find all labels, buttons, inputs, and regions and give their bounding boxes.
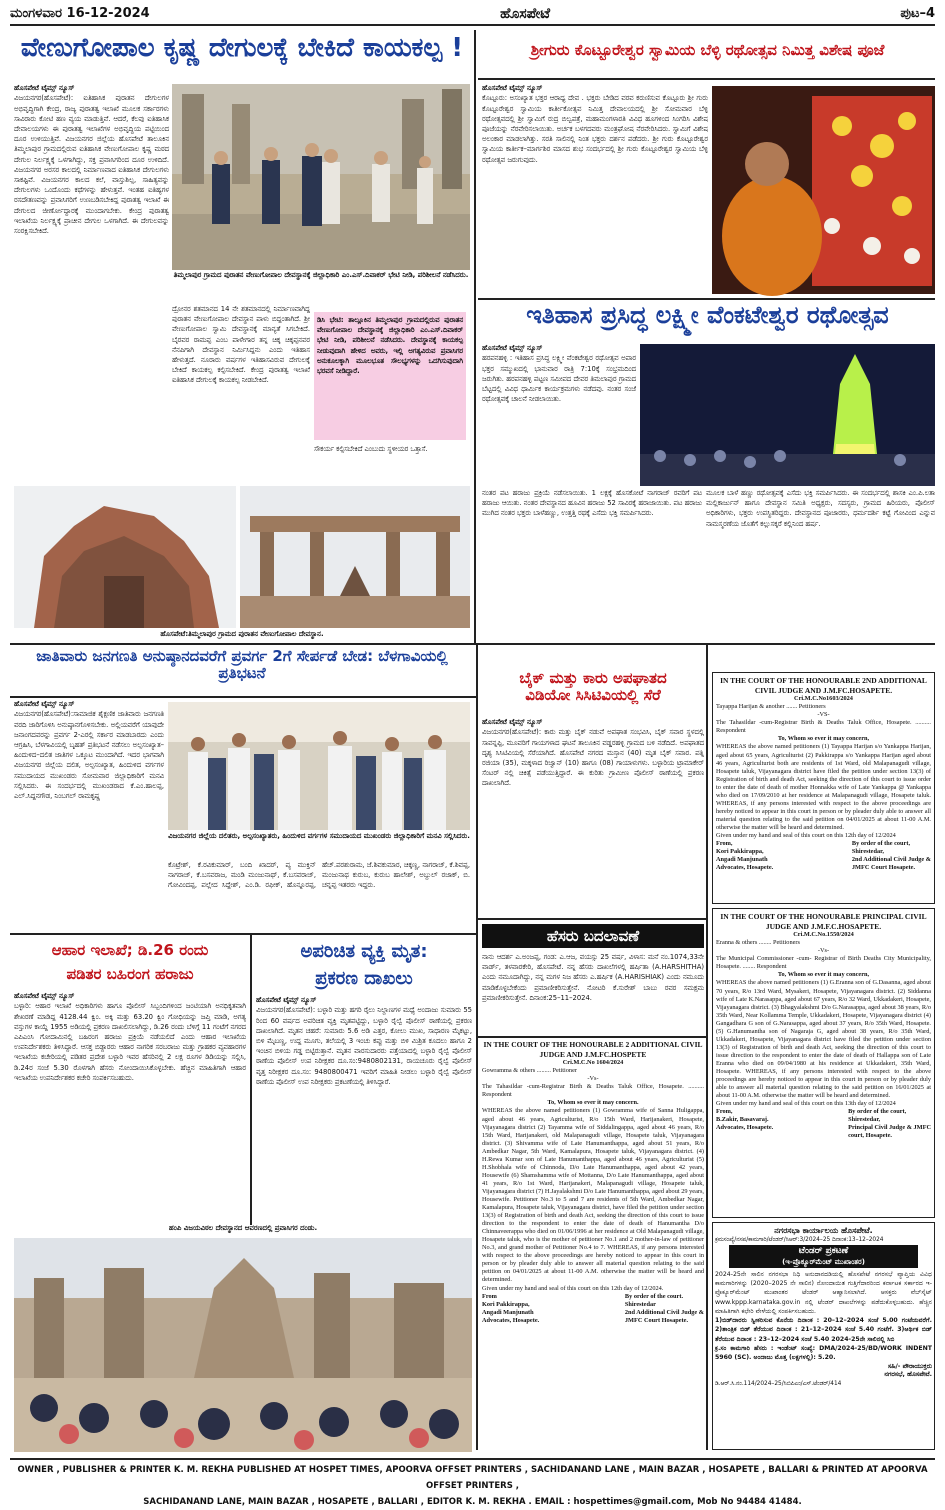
- byline: ಹೊಸಪೇಟೆ ಟೈಮ್ಸ್ ನ್ಯೂಸ್: [482, 84, 543, 92]
- photo-hampi-tourists: [14, 1238, 472, 1452]
- photo-temple-ruin: [14, 486, 236, 628]
- byline: ಹೊಸಪೇಟೆ ಟೈಮ್ಸ್ ನ್ಯೂಸ್: [14, 992, 75, 1000]
- tender-subtitle: (ಇ-ಪ್ರೊಕ್ಯೂರ್‌ಮೆಂಟ್ ಮುಖಾಂತರ): [729, 1258, 918, 1268]
- column-divider: [476, 645, 478, 1450]
- story-rathotsava-col2: [482, 488, 702, 638]
- name-change-text: ನಾನು ಆದರ್ಶ ಎ.ಅಂಜಪ್ಪ, ಗಂಡ: ಎ.ಆಜ, ವಯಸ್ಸು 25 ವರ್ಷ, ವಿಳಾಸ: ಮನೆ ನಂ.1074,33ನೇ ವಾರ್ಡ್, ತಳವಾರಕೇರಿ, ಹೊಸಪೇಟೆ. ನನ್ನ ಹೆಸರು ದಾಖಲೆಗಳಲ್ಲಿ ಹರ್ಷಿತಾ (A.HARSHITHA) ಎಂದು ನಮೂದಾಗಿದ್ದು, ನನ್ನ ಮಗಳ ನಿಜ ಹೆಸರು ಎ.ಹರ್ಷಿಕ (A.HARISHIAK) ಎಂದು ನಮೂದು ಮಾಡಿಕೊಳ್ಳಬೇಕೆಂದು ಪ್ರಮಾಣೀಕರಿಸುತ್ತೇನೆ. ನೋಟರಿ ಕೆ.ಸುರೇಶ್ ಬಾಬು ರವರ ಸಮಕ್ಷಮ ಪ್ರಮಾಣೀಕರಿಸುತ್ತೇನೆ. ದಿನಾಂಕ:25–11–2024.: [482, 953, 704, 1002]
- photo-chariot-night: [640, 344, 935, 486]
- given-line: Given under my hand and seal of this court on this 13th day of 12/2024: [716, 1100, 896, 1108]
- notice-body: WHEREAS the above named petitioners (1) G.Eranna son of G.Dasanna, aged about 70 years, R/o 13rd Ward, Mysakeri, Hosapete, Vijayanagara district. (2) Siddanna wife of Late K.Narasappa, aged about 67 years, R/o 32 Ward, Ukkadakeri, Hosapete, Vijayanagara district. (3) Bhagyalakshmi D/o G.Narasappa, aged about 38 years, R/o 35th Ward, Near Kollamma Temple, Ukkadakeri, Hosapete, Vijayanagara district (4) Gangadhara G son of G.Narasappa, aged about 37 years, R/o 35th Ward, Hosapete. (5) G.Hanumantha son of Nagaraja G, aged about 38 years, R/o 35th Ward, Ukkadakeri, Hosapete, Vijayanagara district have filed the petition under section 13(3) of Registration of birth and death Act, seeking the direction of this court to issue direction to the respondent to enter the date of death of Hallappa son of Late Eranna who died on 09/04/1980 at his residence at Ukkadakeri, 35th Ward, Hosapete. WHEREAS, if any persons interested with respect to the above proceedings are hereby noticed to appear in this court in person or by pleader duly able to answer all material question relating to the said petition on 16/01/2025 at about 11-00 A.M. otherwise the matter will be heard and determined.: [716, 979, 931, 1100]
- headline-line: ಬೈಕ್ ಮತ್ತು ಕಾರು ಅಪಘಾತದ: [519, 669, 667, 687]
- tender-work: ಕ್ರ.ಸಂ ಕಾಮಗಾರಿ ಹೆಸರು : ಇಂಡೆಂಟ್ ಸಂಖ್ಯೆ: DMA/2024-25/BD/WORK INDENT 5960 (SC). ಅಂದಾಜು ಮೊತ್ತ (ಲಕ್ಷಗಳಲ್ಲಿ): 5.20.: [715, 1345, 932, 1362]
- story-text: ನಂತರ ಪಟ ಹರಾಜು ಪ್ರಕ್ರಿಯೆ ನಡೆಸಲಾಯಿತು. 1 ಲಕ್ಷಕ್ಕೆ ಹೊಸಕೋಟೆ ನಾಗರಾಜ್ ರವರಿಗೆ ಪಟ ಹರಾಜು ಆಯಿತು. ನಂತರ ದೇವಸ್ಥಾನದ ಹೂವಿನ ಹರಾಜು 52 ಸಾವಿರಕ್ಕೆ ಹರಾಜಾಯಿತು. ಪಟ ಹರಾಜು ಮುಗಿದ ನಂತರ ಭಕ್ತರು ಬಾಳೆಹಣ್ಣು, ಉತ್ತತ್ತಿ ರಥಕ್ಕೆ ಎಸೆದು ಭಕ್ತಿ ಸಮರ್ಪಿಸಿದರು.: [482, 489, 702, 518]
- story-rathotsava-col3: [706, 488, 935, 638]
- given-line: Given under my hand and seal of this court on this 12th day of 12/2024: [716, 831, 896, 839]
- photo-swamiji-puja: [712, 86, 935, 294]
- case-number: Cri.M.C.No 1604/2024: [562, 1059, 624, 1067]
- story-venugopala-col2: [172, 304, 310, 482]
- divider: [478, 918, 708, 920]
- name-change-title: ಹೆಸರು ಬದಲಾವಣೆ: [482, 924, 704, 948]
- petitioner: Eranna & others ........ Petitioners: [716, 939, 800, 947]
- story-text: ಸೌಕರ್ಯ ಕಲ್ಪಿಸಬೇಕಿದೆ ಎಂಬುದು ಸ್ಥಳೀಯರ ಒತ್ತಾಸೆ.: [314, 445, 428, 453]
- photo-caption-dc-visit: ತಿಮ್ಮಲಾಪುರ ಗ್ರಾಮದ ಪುರಾತನ ವೇಣುಗೋಪಾಲ ದೇವಸ್ಥಾನಕ್ಕೆ ಜಿಲ್ಲಾಧಿಕಾರಿ ಎಂ.ಎಸ್.ದಿವಾಕರ್ ಭೇಟಿ ನೀಡಿ, ಪರಿಶೀಲನೆ ನಡೆಸಿದರು.: [173, 271, 469, 279]
- headline-kotturu: ಶ್ರೀಗುರು ಕೊಟ್ಟೂರೇಶ್ವರ ಸ್ವಾಮಿಯ ಬೆಳ್ಳಿ ರಥೋತ್ಸವ ನಿಮಿತ್ತ ವಿಶೇಷ ಪೂಜೆ: [530, 41, 885, 59]
- story-venugopala-col1: [14, 84, 169, 484]
- tender-schedule: 1)ಬಿಡ್‌ದಾರರು ಸ್ವೀಕರಿಸುವ ಕೊನೆಯ ದಿನಾಂಕ : 20–12–2024 ಸಂಜೆ 5.00 ಗಂಟೆಯವರೆಗೆ. 2)ತಾಂತ್ರಿಕ ಬಿಡ್ ತೆರೆಯುವ ದಿನಾಂಕ : 21–12–2024 ಸಂಜೆ 5.40 ಗಂಟೆಗೆ. 3)ಆರ್ಥಿಕ ಬಿಡ್ ತೆರೆಯುವ ದಿನಾಂಕ : 23–12–2024 ಸಂಜೆ 5.40 2024-25ನೇ ಸಾಲಿನಲ್ಲಿ ಸಿಬಿ: [715, 1317, 932, 1343]
- photo-temple-mantapa: [240, 486, 470, 628]
- by-order: By order of the court, Shirestedar, 2nd Additional Civil Judge & JMFC Court Hosapete.: [851, 840, 931, 872]
- byline: ಹೊಸಪೇಟೆ ಟೈಮ್ಸ್ ನ್ಯೂಸ್: [256, 996, 317, 1004]
- court-name: IN THE COURT OF THE HONOURABLE PRINCIPAL CIVIL JUDGE AND J.M.F.C.HOSAPETE.: [720, 912, 927, 931]
- photo-caption-hampi: ಹಂಪಿ ವಿಜಯವಿಠಲ ದೇವಸ್ಥಾನದ ಆವರಣದಲ್ಲಿ ಪ್ರವಾಸಿಗರ ದಂಡು.: [168, 1224, 318, 1232]
- dc-visit-box: [314, 312, 466, 440]
- paper-name: ಹೊಸಪೇಟೆ: [500, 5, 551, 22]
- masthead: [10, 4, 935, 26]
- tender-notice: [712, 1222, 935, 1450]
- divider: [10, 696, 476, 698]
- versus: -Vs-: [587, 1075, 599, 1083]
- story-text: ವಿಜಯನಗರ(ಹೊಸಪೇಟೆ): ಕಾರು ಮತ್ತು ಬೈಕ್ ನಡುವೆ ಅಪಘಾತ ಸಂಭವಿಸಿ, ಬೈಕ್ ಸವಾರ ಸ್ಥಳದಲ್ಲಿ ಸಾವನ್ನಪ್ಪಿ, ಮೂವರಿಗೆ ಗಾಯಗಳಾದ ಘಟನೆ ತಾಲೂಕಿನ ವಡ್ಡರಹಳ್ಳಿ ಗ್ರಾಮದ ಬಳಿ ನಡೆದಿದೆ. ಅಪಘಾತದ ದೃಶ್ಯ ಸಿಸಿಟಿವಿಯಲ್ಲಿ ಸೆರೆಯಾಗಿದೆ. ಹೊಸಪೇಟೆ ನಗರದ ಮಸ್ತಾನ (40) ಮೃತ ಬೈಕ್ ಸವಾರ. ಪತ್ನಿ ರಜಿಯಾ (35), ಮಕ್ಕಳಾದ ರಿಜ್ವಾನ್ (10) ಹಾಗೂ (08) ಗಾಯಾಳುಗಳು. ಬಳ್ಳಾರಿಯ ಟ್ರಾಮಾಕೇರ್ ಸೆಂಟರ್ ನಲ್ಲಿ ಚಿಕಿತ್ಸೆ ಪಡೆಯುತ್ತಿದ್ದಾರೆ. ಈ ಕುರಿತು ಗ್ರಾಮೀಣ ಪೊಲೀಸ್ ಠಾಣೆಯಲ್ಲಿ ಪ್ರಕರಣ ದಾಖಲಾಗಿದೆ.: [482, 728, 704, 788]
- divider: [10, 933, 476, 935]
- headline-caste-census: ಜಾತಿವಾರು ಜನಗಣತಿ ಅನುಷ್ಠಾನದವರೆಗೆ ಪ್ರವರ್ಗ 2ಗೆ ಸೇರ್ಪಡೆ ಬೇಡ: ಬೆಳಗಾವಿಯಲ್ಲಿ ಪ್ರತಿಭಟನೆ: [36, 647, 448, 683]
- story-venugopala-col3: [314, 444, 466, 480]
- petitioner: Gowramma & others ......... Petitioner: [482, 1067, 577, 1075]
- advocate-from: From, Kori Pakkirappa, Angadi Manjunath Advocates, Hosapete.: [716, 840, 774, 872]
- byline: ಹೊಸಪೇಟೆ ಟೈಮ್ಸ್ ನ್ಯೂಸ್: [14, 84, 75, 92]
- by-order: By order of the court, Shirestedar, Principal Civil Judge & JMFC court, Hosapete.: [848, 1108, 931, 1140]
- story-unknown-death: [256, 996, 472, 1222]
- photo-dc-visit-temple: [172, 84, 470, 270]
- tender-sign: ಸಹಿ/- ಪೌರಾಯುಕ್ತರು ನಗರಸಭೆ, ಹೊಸಪೇಟೆ.: [884, 1362, 932, 1379]
- notice-body: WHEREAS the above named petitioners (1) Tayappa Harijan s/o Yankappa Harijan, aged about 65 years, Agriculturist (2) Pakkirappa s/o Yankappa Harijan aged about 46 years, Agriculturist both are residents of 1st Ward, old Malapanagudi village, Hosapete taluk, Vijayanagara district have filed the petition under section 13(3) of Registration of birth and death Act, seeking the direction of this court to issue order to enter the date of death of mother Honnakka wife of Late Yankappa @ Yankappa who died on 17/09/2010 at her residence at Malapanagudi village, Hosapete taluk. WHEREAS, if any persons interested with respect to the above proceedings are hereby noticed to appear in this court in person or by pleader duly able to answer all material question relating to the said petition on 04/01/2025 at about 11-00 A.M. otherwise the matter will be heard and determined.: [716, 743, 931, 831]
- byline: ಹೊಸಪೇಟೆ ಟೈಮ್ಸ್ ನ್ಯೂಸ್: [14, 700, 75, 708]
- column-divider: [250, 935, 252, 1225]
- tender-body: 2024-25ನೇ ಸಾಲಿನ ನಗರಸಭಾ ನಿಧಿ ಅನುದಾನದಡಿಯಲ್ಲಿ ಹೊಸಪೇಟೆ ನಗರಸಭೆ ವ್ಯಾಪ್ತಿಯ ವಿವಿಧ ಕಾಮಗಾರಿಗಳನ್ನು (2020–2025 ನೇ ಸಾಲಿನ) ನೋಂದಾಯಿತ ಗುತ್ತಿಗೆದಾರರಿಂದ ಕರ್ನಾಟಕ ಸರ್ಕಾರದ ಇ-ಪ್ರೊಕ್ಯೂರ್‌ಮೆಂಟ್ ಮುಖಾಂತರ ಟೆಂಡರ್ ಆಹ್ವಾನಿಸಲಾಗಿದೆ. ಆಸಕ್ತರು ವೆಬ್‌ಸೈಟ್ www.kppp.karnataka.gov.in ನಲ್ಲಿ ಟೆಂಡರ್ ದಾಖಲೆಗಳನ್ನು ಪಡೆದುಕೊಳ್ಳಬಹುದು. ಹೆಚ್ಚಿನ ಮಾಹಿತಿಗಾಗಿ ಕಛೇರಿ ವೇಳೆಯಲ್ಲಿ ಸಂಪರ್ಕಿಸಬಹುದು.: [715, 1270, 932, 1315]
- story-text: ವಿಜಯನಗರ(ಹೊಸಪೇಟೆ):ಸಾಮಾಜಿಕ ಶೈಕ್ಷಣಿಕ ಜಾತಿವಾರು ಜನಗಣತಿ ವರದಿ ಜಾರಿಗೊಳಿಸಿ ಅನುಷ್ಠಾನಗೊಳಿಸಬೇಕು. ಅಲ್ಲಿಯವರೆಗೆ ಯಾವುದೇ ಜನಾಂಗದವರನ್ನು ಪ್ರವರ್ಗ 2-ಎರಲ್ಲಿ ಸರ್ಕಾರ ಮಾಡಬಾರದು ಎಂದು ಆಗ್ರಹಿಸಿ, ಬೆಳಗಾವಿಯಲ್ಲಿ ಬೃಹತ್ ಪ್ರತಿಭಟನೆ ನಡೆಸಲು ಅಲ್ಪಸಂಖ್ಯಾತ–ಹಿಂದುಳಿದ–ದಲಿತ ಜಾತಿಗಳ ಒಕ್ಕೂಟ ಮುಂದಾಗಿದೆ. ಇದರ ಭಾಗವಾಗಿ ವಿಜಯನಗರ ಜಿಲ್ಲೆಯ ದಲಿತ, ಅಲ್ಪಸಂಖ್ಯಾತ, ಹಿಂದುಳಿದ ವರ್ಗಗಳ ಸಮುದಾಯದ ಮುಖಂಡರು ಸೋಮವಾರ ಜಿಲ್ಲಾಧಿಕಾರಿಗೆ ಮನವಿ ಸಲ್ಲಿಸಿದರು. ಈ ಸಂದರ್ಭದಲ್ಲಿ ಮುಖಂಡರಾದ ಕೆ.ಎಂ.ಹಾಲಪ್ಪ, ಎಲ್.ಸಿದ್ದನಗೌಡ, ನಿಂಬಗಲ್ ರಾಮಕೃಷ್ಣ: [14, 710, 164, 800]
- notice-line: To, Whom so ever it may concern,: [777, 735, 870, 743]
- headline-line: ಅಪರಿಚಿತ ವ್ಯಕ್ತಿ ಮೃತ:: [300, 941, 428, 962]
- headline-unknown-death: [256, 938, 472, 994]
- tender-ref2: ಡಿ.ಆರ್.ಸಿ.ನಂ.114/2024–25/ಸಿಬಿಪಿಎಂ/ಎಸ್.ಟೆಂಡರ್/414: [715, 1381, 842, 1388]
- headline-accident: [482, 670, 704, 714]
- headline-line: ಪ್ರಕರಣ ದಾಖಲು: [315, 968, 413, 989]
- headline-rathotsava: ಇತಿಹಾಸ ಪ್ರಸಿದ್ಧ ಲಕ್ಷ್ಮೀ ವೆಂಕಟೇಶ್ವರ ರಥೋತ್ಸವ: [526, 301, 889, 329]
- story-text: ಬಳ್ಳಾರಿ: ಆಹಾರ ಇಲಾಖೆ ಅಧಿಕಾರಿಗಳು ಹಾಗೂ ಪೊಲೀಸ್ ಸಿಬ್ಬಂದಿಗಳಿಂದ ಜಂಟಿಯಾಗಿ ಅನಧಿಕೃತವಾಗಿ ಶೇಖರಣೆ ಮಾಡಿದ್ದ 4128.44 ಕ್ವಿಂ. ಅಕ್ಕಿ ಮತ್ತು 63.20 ಕ್ವಿಂ ಗೋಧಿಯನ್ನು ಜಪ್ತಿ ಮಾಡಿ, ಅಗತ್ಯ ವಸ್ತುಗಳ ಕಾಯ್ದೆ 1955 ಅಡಿಯಲ್ಲಿ ಪ್ರಕರಣ ದಾಖಲಿಸಲಾಗಿದ್ದು, ಡಿ.26 ರಂದು ಬೆಳಿಗ್ಗೆ 11 ಗಂಟೆಗೆ ನಗರದ ಎಪಿಎಂಸಿ ಗೋದಾಮಿನಲ್ಲಿ ಬಹಿರಂಗ ಹರಾಜು ಪ್ರಕ್ರಿಯೆ ನಡೆಯಲಿದೆ ಎಂದು ಆಹಾರ ಇಲಾಖೆಯ ಉಪನಿರ್ದೇಶಕರು ತಿಳಿಸಿದ್ದಾರೆ. ಆಸಕ್ತ ಬಿಡ್ದಾರರು ಆಹಾರ ನಾಗರಿಕ ಸರಬರಾಜು ಮತ್ತು ಗ್ರಾಹಕರ ವ್ಯವಹಾರಗಳ ಇಲಾಖೆಯ ಕಚೇರಿಯಲ್ಲಿ ಪಡಿತರ ಪ್ರದೇಶ ಬಳ್ಳಾರಿ ಇವರ ಹೆಸರಿನಲ್ಲಿ 2 ಲಕ್ಷ ರೂಗಳ ಡಿಡಿಯನ್ನು ಸಲ್ಲಿಸಿ, ಡಿ.24ರ ಸಂಜೆ 5.30 ರೊಳಗಾಗಿ ಹೆಸರು ನೋಂದಾಯಿಸಿಕೊಳ್ಳಬೇಕು. ಹೆಚ್ಚಿನ ಮಾಹಿತಿಗಾಗಿ ಆಹಾರ ಇಲಾಖೆಯ ಉಪನಿರ್ದೇಶಕರ ಕಚೇರಿ ಸಂಪರ್ಕಿಸಬಹುದು.: [14, 1002, 246, 1082]
- divider: [478, 298, 935, 300]
- headline-line: ವಿಡಿಯೋ ಸಿಸಿಟಿವಿಯಲ್ಲಿ ಸೆರೆ: [525, 686, 661, 705]
- story-text: ದ್ರೋನರ ಶತಮಾನದ 14 ನೇ ಶತಮಾನದಲ್ಲಿ ನಿರ್ಮಾಣವಾಗಿದ್ದ ಪುರಾತನ ವೇಣುಗೋಪಾಲ ದೇವಸ್ಥಾನ ಪಾಳು ಬಿದ್ದಂತಾಗಿದೆ. ಶ್ರೀ ವೇಣುಗೋಪಾಲ ಸ್ವಾಮಿ ದೇವಸ್ಥಾನಕ್ಕೆ ಮಾನ್ಯತೆ ಸಿಗಬೇಕಿದೆ. ಬೈರವರ ರಾಮಪ್ಪ ಎಂಬ ಪಾಳೇಗಾರ ತನ್ನ ಚಿಕ್ಕ ಚಿಕ್ಕಪ್ಪನವರ ನೆನಪಿಗಾಗಿ ದೇವಸ್ಥಾನ ನಿರ್ಮಿಸಿದ್ದನು ಎಂದು ಇತಿಹಾಸ ಹೇಳುತ್ತದೆ. ನೂರಾರು ವರ್ಷಗಳ ಇತಿಹಾಸವಿರುವ ದೇಗುಲಕ್ಕೆ ಬೇಕಿದೆ ಕಾಯಕಲ್ಪ ಕಲ್ಪಿಸಬೇಕಿದೆ. ಕೇಂದ್ರ ಪುರಾತತ್ವ ಇಲಾಖೆ ಐತಿಹಾಸಿಕ ದೇಗುಲಕ್ಕೆ ಕಾಯಕಲ್ಪ ನೀಡಬೇಕಿದೆ.: [172, 305, 310, 385]
- story-text: ಹರಪನಹಳ್ಳಿ : ಇತಿಹಾಸ ಪ್ರಸಿದ್ಧ ಲಕ್ಷ್ಮೀ ವೆಂಕಟೇಶ್ವರ ರಥೋತ್ಸವ ಅಪಾರ ಭಕ್ತರ ಸಮ್ಮುಖದಲ್ಲಿ ಭಾನುವಾರ ರಾತ್ರಿ 7:10ಕ್ಕೆ ಸಂಭ್ರಮದಿಂದ ಜರುಗಿತು. ಹರಪನಹಳ್ಳಿ ಪಟ್ಟಣ ಸಮೀಪದ ದೇವರ ತಿಮಲಾಪುರ ಗ್ರಾಮದ ಬೆಟ್ಟದಲ್ಲಿ ವಿವಿಧ ಧಾರ್ಮಿಕ ಕಾರ್ಯಕ್ರಮಗಳು ನಡೆದವು. ನಂತರ ಸಂಜೆ ರಥೋತ್ಸವಕ್ಕೆ ಚಾಲನೆ ನೀಡಲಾಯಿತು.: [482, 354, 636, 404]
- photo-caption-memorandum: ವಿಜಯನಗರ ಜಿಲ್ಲೆಯ ದಲಿತರು, ಅಲ್ಪಸಂಖ್ಯಾತರು, ಹಿಂದುಳಿದ ವರ್ಗಗಳ ಸಮುದಾಯದ ಮುಖಂಡರು ಜಿಲ್ಲಾಧಿಕಾರಿಗೆ ಮನವಿ ಸಲ್ಲಿಸಿದರು.: [168, 832, 470, 840]
- notice-line: To, Whom so ever it may concern,: [777, 971, 870, 979]
- headline-venugopala: ವೇಣುಗೋಪಾಲ ಕೃಷ್ಣ ದೇಗುಲಕ್ಕೆ ಬೇಕಿದೆ ಕಾಯಕಲ್ಪ !: [20, 33, 464, 63]
- story-text: ಕೊಟ್ಟೂರು: ಅಸಂಖ್ಯಾತ ಭಕ್ತರ ಆರಾಧ್ಯ ದೇವ . ಭಕ್ತರು ಬೇಡಿದ ವರವ ಕರುಣಿಸುವ ಕೊಟ್ಟೂರು ಶ್ರೀ ಗುರು ಕೊಟ್ಟೂರೇಶ್ವರ ಸ್ವಾಮಿಯ ಕಾರ್ತೀಕೋತ್ಸವ ನಿಮಿತ್ತ ದೇವಾಲಯದಲ್ಲಿ ಶ್ರೀ ಸೋಮವಾರ ಬೆಳ್ಳಿ ರಥೋತ್ಸವದಲ್ಲಿ ಶ್ರೀ ಸ್ವಾಮಿಗೆ ರುದ್ರ ಬಿಲ್ವಪತ್ರೆ, ಮಹಾಮಂಗಳಾರತಿ ವಿವಿಧ ಹೂಗಳಿಂದ ಸಿಂಗರಿಸಿ ವಿಶೇಷ ಪೂಜೆಯನ್ನು ನೆರವೇರಿಸಲಾಯಿತು. ಅರ್ಚಕ ಬಳಗದವರು ಮಂತ್ರಘೋಷ ನೆರವೇರಿಸಿದರು. ಸ್ವಾಮಿಗೆ ವಿಶೇಷ ಅಲಂಕಾರ ಮಾಡಲಾಗಿತ್ತು. ಸರತಿ ಸಾಲಿನಲ್ಲಿ ನಿಂತ ಭಕ್ತರು ದರ್ಶನ ಪಡೆದರು. ಶ್ರೀ ಗುರು ಕೊಟ್ಟೂರೇಶ್ವರ ಸ್ವಾಮಿಯ ಕಾರ್ತೀಕ–ಮಾರ್ಗಶಿರ ಮಾಸದ ಶುಭ ಸಂದರ್ಭದಲ್ಲಿ ಶ್ರೀ ಗುರು ಕೊಟ್ಟೂರೇಶ್ವರ ಸ್ವಾಮಿಯ ಬೆಳ್ಳಿ ರಥೋತ್ಸವ ಜರುಗುವುದು.: [482, 94, 708, 164]
- dc-visit-text: ಡಿಸಿ ಭೇಟಿ: ತಾಲ್ಲೂಕಿನ ತಿಮ್ಮಲಾಪುರ ಗ್ರಾಮದಲ್ಲಿರುವ ಪುರಾತನ ವೇಣುಗೋಪಾಲ ದೇವಸ್ಥಾನಕ್ಕೆ ಜಿಲ್ಲಾಧಿಕಾರಿ ಎಂ.ಎಸ್.ದಿವಾಕರ್ ಭೇಟಿ ನೀಡಿ, ಪರಿಶೀಲನೆ ನಡೆಸಿದರು. ದೇವಸ್ಥಾನಕ್ಕೆ ಕಾಯಕಲ್ಪ ನೀಡುವುದಾಗಿ ಹೇಳಿದ ಅವರು, ಇಲ್ಲಿ ಅಗತ್ಯವಿರುವ ಪ್ರವಾಸಿಗರ ಅನುಕೂಲಕ್ಕಾಗಿ ಮೂಲಭೂತ ಸೌಲಭ್ಯಗಳನ್ನು ಒದಗಿಸುವುದಾಗಿ ಭರವಸೆ ನೀಡಿದ್ದಾರೆ.: [317, 316, 463, 375]
- given-line: Given under my hand and seal of this court on this 12th day of 12/2024.: [482, 1284, 664, 1292]
- tender-title: ಟೆಂಡರ್ ಪ್ರಕಟಣೆ: [729, 1245, 918, 1258]
- column-divider: [474, 30, 476, 643]
- case-number: Cri.M.C.No1603/2024: [794, 695, 853, 703]
- petitioner: Tayappa Harijan & another ....... Petitioners: [716, 703, 826, 711]
- divider: [478, 1036, 708, 1038]
- tender-office: ನಗರಸಭಾ ಕಾರ್ಯಾಲಯ ಹೊಸಪೇಟೆ.: [774, 1226, 873, 1235]
- headline-line: ಪಡಿತರ ಬಹಿರಂಗ ಹರಾಜು: [66, 965, 194, 983]
- story-rathotsava-col1: [482, 344, 636, 484]
- respondent: The Tahasildar -cum-Registrar Birth & Deaths Taluk Office, Hosapete. .......... Respondent: [716, 719, 931, 735]
- case-number: Cri.M.C.No.1550/2024: [793, 931, 854, 939]
- story-caste-census-col2: [168, 860, 470, 930]
- imprint-line-2: SACHIDANAND LANE, MAIN BAZAR , HOSAPETE , BALLARI , EDITOR K. M. REKHA . EMAIL : hospettimes@gmail.com, Mob No 94484 41484.: [143, 1497, 802, 1508]
- photo-memorandum: [168, 702, 470, 830]
- court-name: IN THE COURT OF THE HONOURABLE 2 ADDITIONAL CIVIL JUDGE AND J.M.FC.HOSPETE: [483, 1040, 703, 1059]
- story-text: ಮೂಲಕ ಬಾಳೆ ಹಣ್ಣು ರಥೋತ್ಸವಕ್ಕೆ ಎಸೆದು ಭಕ್ತಿ ಸಮರ್ಪಿಸಿದರು. ಈ ಸಂದರ್ಭದಲ್ಲಿ ಶಾಸಕಿ ಎಂ.ಪಿ.ಲತಾ ಮಲ್ಲಿಕಾರ್ಜುನ್ ಹಾಗೂ ದೇವಸ್ಥಾನ ಸಮಿತಿ ಅಧ್ಯಕ್ಷರು, ಸದಸ್ಯರು, ಗ್ರಾಮದ ಹಿರಿಯರು, ಪೊಲೀಸ್ ಅಧಿಕಾರಿಗಳು, ಭಕ್ತರು ಉಪಸ್ಥಿತರಿದ್ದರು. ದೇವಸ್ಥಾನದ ಪೂಜಾರರು, ಧರ್ಮದರ್ಶಿ ಕಟ್ಟೆ ಗೋವಿಂದ ಎನ್ನುವ ನಾಮಸ್ಮರಣೆಯ ಜೊತೆಗೆ ಕಲ್ಲುಸಕ್ಕರೆ ಕಲ್ಲಿನಿಂದ ಹರ್ಷ.: [706, 489, 935, 528]
- legal-notice-1604: [482, 1040, 704, 1452]
- notice-line: To, Whom so ever it may concern.: [547, 1099, 639, 1107]
- story-kotturu: [482, 84, 708, 294]
- story-accident: [482, 718, 704, 916]
- byline: ಹೊಸಪೇಟೆ ಟೈಮ್ಸ್ ನ್ಯೂಸ್: [482, 718, 543, 726]
- legal-notice-1603: [712, 672, 935, 904]
- court-name: IN THE COURT OF THE HONOURABLE 2ND ADDITIONAL CIVIL JUDGE AND J.M.FC.HOSAPETE.: [720, 676, 927, 695]
- story-text: ವಿಜಯನಗರ(ಹೊಸಪೇಟೆ): ಐತಿಹಾಸಿಕ ಪುರಾತನ ದೇಗುಲಗಳ ಅಭಿವೃದ್ಧಿಗಾಗಿ ಕೇಂದ್ರ, ರಾಜ್ಯ ಪುರಾತತ್ವ ಇಲಾಖೆ ಮೂಲಕ ಸರ್ಕಾರಗಳು ಸಾವಿರಾರು ಕೋಟಿ ಹಣ ವ್ಯಯ ಮಾಡುತ್ತಿವೆ. ಆದರೆ, ಕೆಲವು ಐತಿಹಾಸಿಕ ದೇವಾಲಯಗಳು ಈ ಪುರಾತತ್ವ ಇಲಾಖೆಗಳ ಅಭಿವೃದ್ಧಿಯ ಪಟ್ಟಿಯಿಂದ ದೂರ ಉಳಿಯುತ್ತಿವೆ. ವಿಜಯನಗರ ಜಿಲ್ಲೆಯ ಹೊಸಪೇಟೆ ತಾಲೂಕಿನ ತಿಮ್ಮಲಾಪುರ ಗ್ರಾಮದಲ್ಲಿರುವ ಐತಿಹಾಸಿಕ ವೇಣುಗೋಪಾಲ ಕೃಷ್ಣ ಮಠದ ದೇಗುಲ ನಿರ್ಲಕ್ಷ್ಯಕ್ಕೆ ಒಳಗಾಗಿದ್ದು, ಸಕ್ತ ಪ್ರವಾಸಿಗರಿಂದ ದೂರ ಉಳಿದಿದೆ. ವಿಜಯನಗರ ಅರಸರ ಕಾಲದಲ್ಲಿ ನಿರ್ಮಾಣವಾದ ಐತಿಹಾಸಿಕ ದೇಗುಲಗಳು ಸಾಕಷ್ಟಿವೆ. ವಿಜಯನಗರ ಕಾಲದ ಕಲೆ, ವಾಸ್ತುಶಿಲ್ಪ, ಸಾಹಿತ್ಯವನ್ನು ದೇಗುಲಗಳು ಒಂದೊಂದು ಕಥೆಗಳನ್ನು ಹೇಳುತ್ತವೆ. ಇಂತಹ ಐತಿಹ್ಯಗಳ ರಸದೌತಣವನ್ನು ಪ್ರವಾಸಿಗರಿಗೆ ಉಣಬಡಿಸಬೇಕಿದ್ದ ಪುರಾತತ್ವ ಇಲಾಖೆ ಈ ದೇಗುಲದ ಜೀರ್ಣೋದ್ಧಾರಕ್ಕೆ ಮುಂದಾಗಬೇಕು. ಕೇಂದ್ರ ಪುರಾತತ್ವ ಇಲಾಖೆಯ ನಿರ್ಲಕ್ಷ್ಯಕ್ಕೆ ಪ್ರಾಚೀನ ದೇಗುಲ ಒಳಗಾಗಿದೆ. ಈ ದೇಗುಲವನ್ನು ಸಂರಕ್ಷಿಸಬೇಕಿದೆ.: [14, 94, 169, 235]
- issue-date: ಮಂಗಳವಾರ 16-12-2024: [10, 6, 150, 22]
- advocate-from: From, B.Zakir, Basavaraj. Advocates, Hosapete.: [716, 1108, 774, 1132]
- story-text: ಕೊಟ್ರೇಶ್, ಕೆ.ರವಿಕುಮಾರ್, ಬಂದಿ ಖಾದರ್, ಪ್ಯ ಮುಕ್ತಿನ್ ನಾಗರಾಜ್, ಕೆ.ಬಸವರಾಜ, ಮಂಡಿ ಮಂಜುನಾಥ್, ಕೆ.ಬಸವರಾಜ್, ಗೋವಿಂದಪ್ಪ, ಪಲ್ಲೇದ ಸಿದ್ದೇಶ್, ಎಂ.ಡಿ. ರಫೀಕ್, ಹೊನ್ನೂರಪ್ಪ, ಹೆಚ್.ಪರಶುರಾಮ, ಜೆ.ಶಿವಕುಮಾರ, ಚಿಕ್ಕಣ್ಣ, ನಾಗರಾಜ್, ಕೆ.ಶಿವಪ್ಪ, ಮಂಜುನಾಥ ಕುರುಬ, ಕುರುಬ ಹಾಲೇಶ್, ಅಬ್ದುಲ್ ರಜಾಕ್, ಬಿ. ಚನ್ನಪ್ಪ ಇತರರು ಇದ್ದರು.: [168, 861, 470, 890]
- page-number: ಪುಟ–4: [900, 6, 935, 22]
- advocate-from: From Kori Pakkirappa, Angadi Manjunath Advocates, Hosapete.: [482, 1292, 540, 1324]
- byline: ಹೊಸಪೇಟೆ ಟೈಮ್ಸ್ ನ್ಯೂಸ್: [482, 344, 543, 352]
- story-ration-auction: [14, 992, 246, 1218]
- name-change-notice: [482, 952, 704, 1034]
- tender-ref: ಕ್ರಮಸಂಖ್ಯೆ/ನಸಪ/ಕಾಮಗಾರಿ/ಟೆಂಡರ್/ಸಿಆರ್:3/2024–25 ದಿನಾಂಕ:13–12–2024: [715, 1237, 884, 1244]
- headline-ration-auction: [14, 938, 246, 990]
- headline-line: ಆಹಾರ ಇಲಾಖೆ; ಡಿ.26 ರಂದು: [51, 941, 209, 959]
- legal-notice-1550: [712, 908, 935, 1218]
- respondent: The Tahasildar -cum-Registrar Birth & Deaths Taluk Office, Hosapete. .......... Respondent: [482, 1083, 704, 1099]
- notice-body: WHEREAS the above named petitioners (1) Gowramma wife of Sanna Huligappa, aged about 46 years, Agriculturist, R/o 15th Ward, Harijanakeri, Hosapete, Vijayanagara district (2) Tayamma wife of Siddalingappa, aged about 46 years, R/o 15th Ward, Harijanakeri, old Malapanagudi village, Hosapete taluk, Vijayanagara district. (3) Shivamma wife of Late Hanumanthappa, aged about 51 years, R/o Ambedkar Nagar, 5th Ward, Kamalapura, Hosapete taluk, Vijayanagara district. (4) H.Rewa Kumar son of Late Hanumanthappa, aged about 46 years, Agriculturist (5) H.Shobhala wife of Chinnoda, D/o Late Hanumanthappa, aged about 42 years, Housewife (6) Shamshamma wife of Mottanna, D/o Late Hanumanthappa, aged about 41 years, R/o 1st Ward, Harijanakeri, Malapanagudi village, Hosapete taluk, Vijayanagara district (7) H.Jayalakshmi D/o Late Hanumanthappa, aged about 29 years, Housewife. Petitioner No.3 to 5 and 7 are residents of 5th Ward, Ambedkar Nagar, Kamalapura, Hosapete taluk, Vijayanagara district, have filed the petition under section 13(3) of Registration of birth and death Act, seeking the direction of this court to issue direction to the respondent to enter the date of death of Hanumantha D/o Chinnaveerappa who died on 01/06/1996 at her residence at Old Malapanagudi village, Hosapete taluk, who is the mother of petitioner No.1 and 2 mother-in-law of petitioner No.3, and grand mother of Petitioner No.4 to 7. WHEREAS, if any persons interested with respect to the above proceedings are hereby noticed to appear in this court in person or by pleader duly able to answer all material question relating to the said petition on 04/01/2025 at about 11-00 A.M. otherwise the matter will be heard and determined.: [482, 1107, 704, 1284]
- versus: -VS-: [817, 711, 830, 719]
- versus: -Vs-: [817, 947, 830, 955]
- imprint-footer: [10, 1458, 935, 1508]
- by-order: By order of the court. Shirestedar 2nd Additional Civil Judge & JMFC Court Hosapete.: [624, 1292, 704, 1324]
- story-caste-census-col1: [14, 700, 164, 868]
- photo-caption-temple: ಹೊಸಪೇಟೆ:ತಿಮ್ಮಲಾಪುರ ಗ್ರಾಮದ ಪುರಾತನ ವೇಣುಗೋಪಾಲ ದೇವಸ್ಥಾನ.: [160, 630, 324, 638]
- section-divider: [10, 643, 935, 645]
- respondent: The Municipal Commissioner -cum- Registrar of Birth Deaths City Municipality, Hosapete. ........ Respondent: [716, 955, 931, 971]
- imprint-line-1: OWNER , PUBLISHER & PRINTER K. M. REKHA PUBLISHED AT HOSPET TIMES, APOORVA OFFSET PRINTERS , SACHIDANAND LANE , MAIN BAZAR , HOSAPETE , BALLARI & PRINTED AT APOORVA OFFSET PRINTERS ,: [17, 1465, 928, 1492]
- divider: [478, 78, 935, 80]
- column-divider: [706, 645, 708, 1450]
- story-text: ವಿಜಯನಗರ(ಹೊಸಪೇಟೆ): ಬಳ್ಳಾರಿ ಮತ್ತು ಹಗರಿ ರೈಲು ನಿಲ್ದಾಣಗಳ ಮಧ್ಯೆ ಅಂದಾಜು ಸುಮಾರು 55 ರಿಂದ 60 ವರ್ಷದ ಅಪರಿಚಿತ ವ್ಯಕ್ತಿ ಮೃತಪಟ್ಟಿದ್ದು, ಬಳ್ಳಾರಿ ರೈಲ್ವೆ ಪೊಲೀಸ್ ಠಾಣೆಯಲ್ಲಿ ಪ್ರಕರಣ ದಾಖಲಾಗಿದೆ. ಮೃತನ ಚಹರೆ: ಸುಮಾರು 5.6 ಅಡಿ ಎತ್ತರ, ಕೋಲು ಮುಖ, ಸಾಧಾರಣ ಮೈಕಟ್ಟು, ಬಿಳಿ ಮೈಬಣ್ಣ, ಉದ್ದ ಮೂಗು, ತಲೆಯಲ್ಲಿ 3 ಇಂಚು ಕಪ್ಪು ಮತ್ತು ಬಿಳಿ ಮಿಶ್ರಿತ ಕೂದಲು ಹಾಗೂ 2 ಇಂಚಿನ ಬಿಳಿಯ ಗಡ್ಡ ಬಿಟ್ಟಿರುತ್ತಾನೆ. ಮೃತನ ವಾರಸುದಾರರು ಪತ್ತೆಯಾದಲ್ಲಿ ಬಳ್ಳಾರಿ ರೈಲ್ವೆ ಪೊಲೀಸ್ ಠಾಣೆಯ ಪೊಲೀಸ್ ಉಪ ನಿರೀಕ್ಷಕರ ದೂ.ಸಂ:9480802131, ರಾಯಚೂರು ರೈಲ್ವೆ ಪೊಲೀಸ್ ವೃತ್ತ ನಿರೀಕ್ಷಕರ ದೂ.ಸಂ: 9480800471 ಇವರಿಗೆ ಮಾಹಿತಿ ನೀಡಲು ಬಳ್ಳಾರಿ ರೈಲ್ವೆ ಪೊಲೀಸ್ ಠಾಣೆಯ ಪೊಲೀಸ್ ಉಪ ನಿರೀಕ್ಷಕರು ಪ್ರಕಟಣೆಯಲ್ಲಿ ತಿಳಿಸಿದ್ದಾರೆ.: [256, 1006, 472, 1086]
